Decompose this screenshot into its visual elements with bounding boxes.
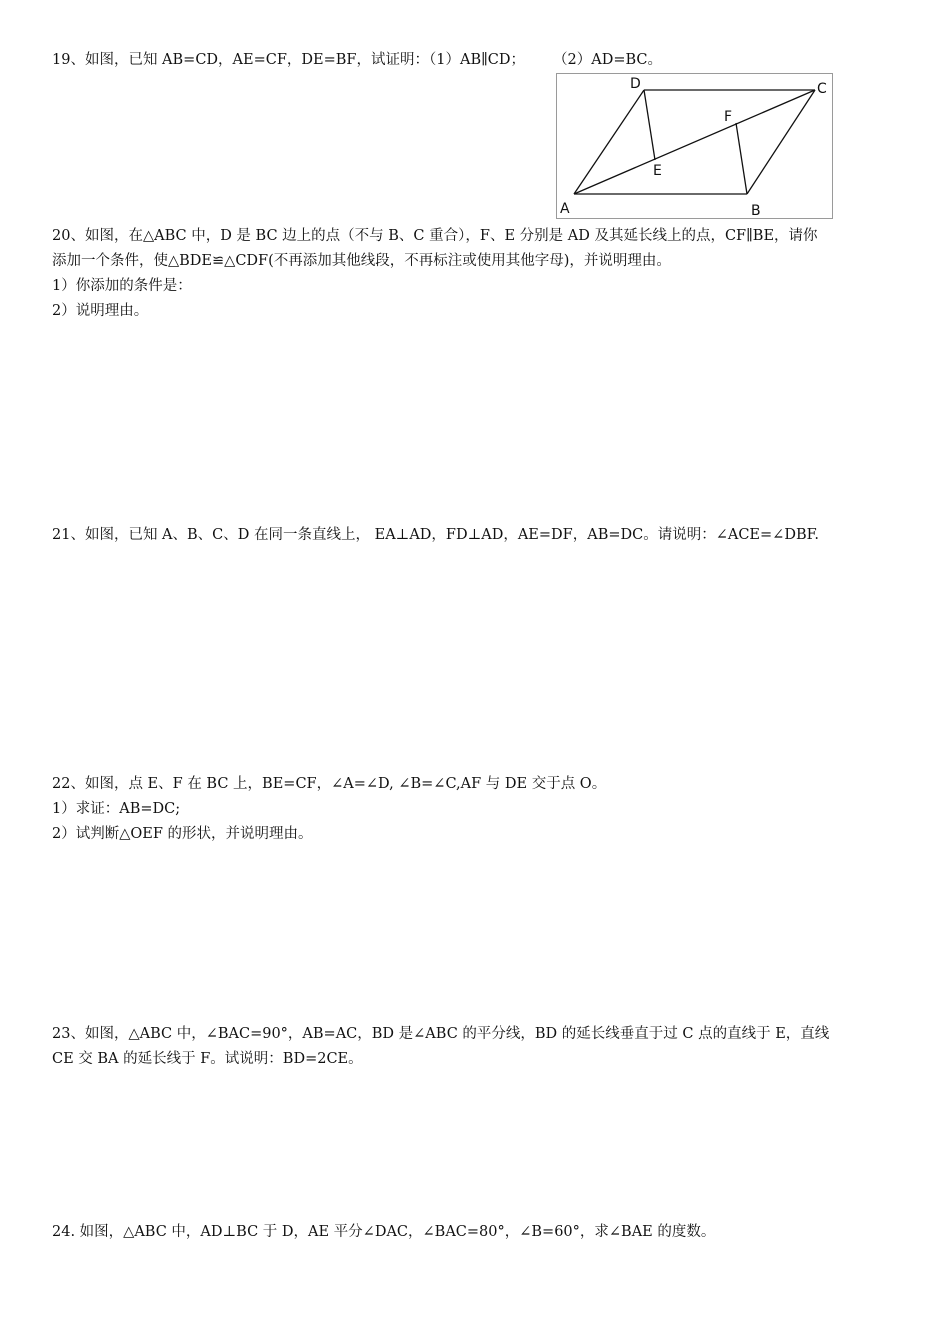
segment-bc <box>747 90 815 194</box>
label-e: E <box>653 163 662 179</box>
q23-line2: CE 交 BA 的延长线于 F。试说明：BD=2CE。 <box>52 1051 363 1067</box>
q21-text: 21、如图，已知 A、B、C、D 在同一条直线上， EA⊥AD，FD⊥AD，AE=DF，AB=DC。请说明：∠ACE=∠DBF. <box>52 527 820 543</box>
q19-figure <box>556 73 833 219</box>
label-f: F <box>724 109 733 125</box>
label-a: A <box>560 201 570 217</box>
segment-ac <box>574 90 815 194</box>
q24-text: 24. 如图，△ABC 中，AD⊥BC 于 D，AE 平分∠DAC，∠BAC=80°，∠B=60°，求∠BAE 的度数。 <box>52 1224 716 1240</box>
q19-geometry-diagram <box>557 74 834 220</box>
segment-de <box>644 90 655 160</box>
q20-sub2: 2）说明理由。 <box>52 303 149 319</box>
q20-sub1: 1）你添加的条件是： <box>52 278 192 294</box>
q19-text: 19、如图，已知 AB=CD，AE=CF，DE=BF，试证明：（1）AB∥CD； <box>52 52 526 68</box>
q20-line1: 20、如图，在△ABC 中，D 是 BC 边上的点（不与 B、C 重合），F、E 分别是 AD 及其延长线上的点，CF∥BE，请你 <box>52 228 818 244</box>
label-c: C <box>817 81 827 97</box>
q23-line1: 23、如图，△ABC 中，∠BAC=90°，AB=AC，BD 是∠ABC 的平分线，BD 的延长线垂直于过 C 点的直线于 E，直线 <box>52 1026 830 1042</box>
segment-bf <box>736 123 747 194</box>
q20-line2: 添加一个条件，使△BDE≌△CDF(不再添加其他线段，不再标注或使用其他字母)，并说明理由。 <box>52 253 671 269</box>
q22-text: 22、如图，点 E、F 在 BC 上，BE=CF，∠A=∠D, ∠B=∠C,AF 与 DE 交于点 O。 <box>52 776 607 792</box>
label-d: D <box>630 76 641 92</box>
q19-part2: （2）AD=BC。 <box>553 52 662 68</box>
label-b: B <box>751 203 761 219</box>
q22-sub1: 1）求证：AB=DC; <box>52 801 181 817</box>
q22-sub2: 2）试判断△OEF 的形状，并说明理由。 <box>52 826 313 842</box>
